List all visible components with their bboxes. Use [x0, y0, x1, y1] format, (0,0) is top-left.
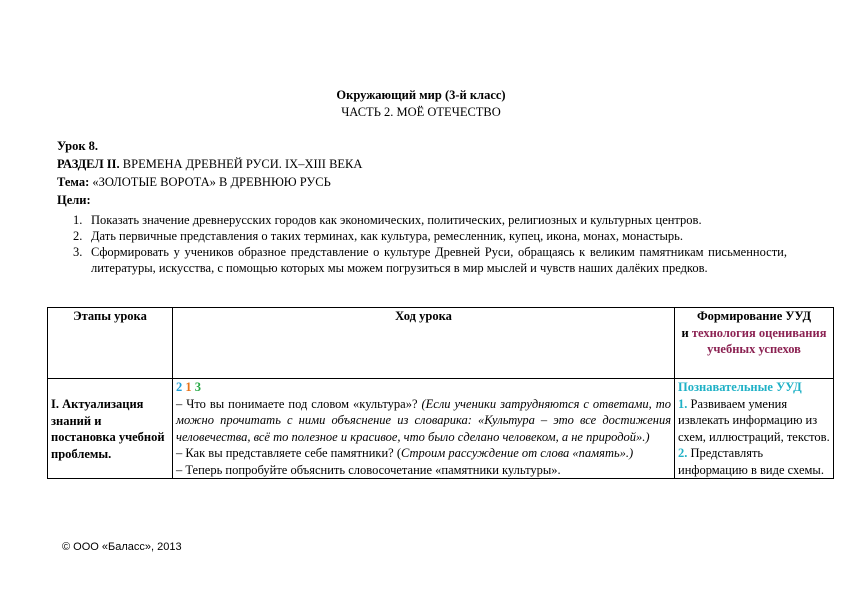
lesson-section: [57, 156, 362, 172]
goal-number: 2.: [73, 229, 83, 243]
goal-text: Показать значение древнерусских городов как экономических, политических, религиозных и культурных центров.: [91, 213, 702, 227]
goal-item: [57, 212, 787, 228]
topic-text: «ЗОЛОТЫЕ ВОРОТА» В ДРЕВНЮЮ РУСЬ: [89, 175, 331, 189]
goals-list: [57, 212, 787, 276]
lesson-number: [57, 138, 98, 154]
goal-number: 3.: [73, 245, 83, 259]
question-3: – Теперь попробуйте объяснить словосочетание «памятники культуры».: [176, 462, 561, 477]
goal-text: Сформировать у учеников образное представление о культуре Древней Руси, обращаясь к великим памятникам письменности, литературы, искусства, с помощью которых мы можем погрузиться в мир мыслей и чувств наших далёких предков.: [91, 245, 787, 275]
lesson-table: [47, 307, 834, 479]
document-title: Окружающий мир (3-й класс): [336, 88, 506, 102]
uud-item: 2. Представлять информацию в виде схемы.: [678, 446, 824, 477]
header-uud: [675, 308, 834, 379]
goal-number: 1.: [73, 213, 83, 227]
slide-number: 2: [176, 380, 183, 394]
slide-numbers: [176, 379, 671, 396]
goals-heading: [57, 192, 91, 208]
uud-prefix: Формирование: [696, 309, 786, 323]
document-part: ЧАСТЬ 2. МОЁ ОТЕЧЕСТВО: [341, 105, 501, 119]
goal-item: [57, 228, 787, 244]
uud-and: и: [681, 325, 692, 340]
stage-cell: I. Актуализация знаний и постановка учебной проблемы.: [48, 379, 173, 479]
slide-number: 3: [194, 380, 201, 394]
course-cell: [173, 379, 675, 479]
uud-title: Познавательные УУД: [678, 380, 802, 394]
topic-label: Тема:: [57, 175, 90, 189]
lesson-topic: [57, 174, 331, 190]
uud-cell: [675, 379, 834, 479]
section-text: ВРЕМЕНА ДРЕВНЕЙ РУСИ. IX–XIII ВЕКА: [119, 157, 363, 171]
header-course: Ход урока: [173, 308, 675, 379]
uud-technology: технология оценивания учебных успехов: [691, 325, 827, 356]
lesson-number-text: Урок 8.: [57, 139, 99, 153]
table-row: [48, 379, 834, 479]
goal-item: [57, 244, 787, 276]
section-label: РАЗДЕЛ II.: [57, 157, 120, 171]
uud-item: 1. Развиваем умения извлекать информацию из схем, иллюстраций, текстов.: [678, 396, 830, 444]
header-stages: Этапы урока: [48, 308, 173, 379]
slide-number: 1: [185, 380, 192, 394]
question-2: – Как вы представляете себе памятники? (Строим рассуждение от слова «память».): [176, 446, 634, 460]
uud-bold: УУД: [785, 309, 812, 323]
table-header-row: [48, 308, 834, 379]
copyright-footer: © ООО «Баласс», 2013: [62, 541, 182, 553]
question-1: – Что вы понимаете под словом «культура»? (Если ученики затрудняются с ответами, то можно прочитать с ними объяснение из словарика: «Культура – это все достижения человечества, всё то полезное и красивое, что было сделано человеком, а не природой».): [176, 396, 671, 444]
goal-text: Дать первичные представления о таких терминах, как культура, ремесленник, купец, икона, монах, монастырь.: [91, 229, 683, 243]
goals-label: Цели:: [57, 193, 91, 207]
